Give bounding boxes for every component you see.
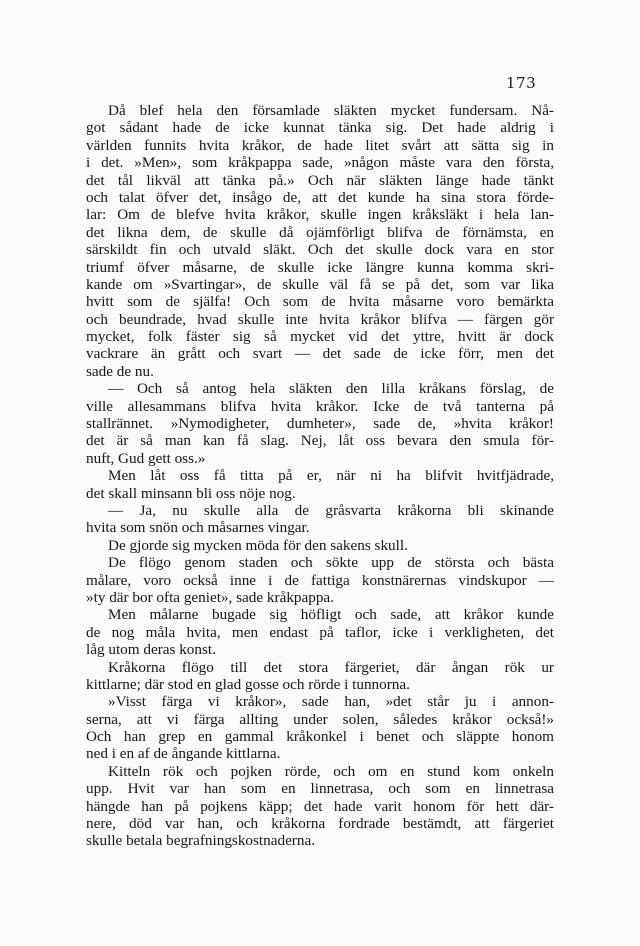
text-line: De flögo genom staden och sökte upp de största och bästa [108, 554, 554, 572]
text-line: mycket, folk fäster sig så mycket vid det yttre, hvitt är dock [86, 328, 554, 346]
text-line: det tål likväl att tänka på.» Och när släkten länge hade tänkt [86, 171, 554, 189]
text-line: kande om »Svartingar», de skulle väl få se på det, som var lika [86, 275, 554, 293]
text-line: ned i en af de ångande kittlarna. [86, 745, 281, 763]
text-line: särskildt fin och utvald släkt. Och det skulle dock vara en stor [86, 241, 554, 259]
text-line: och talat öfver det, insågo de, att det kunde ha sina stora förde- [86, 188, 554, 206]
text-line: skulle betala begrafningskostnaderna. [86, 832, 315, 850]
text-line: De gjorde sig mycken möda för den sakens skull. [108, 536, 408, 554]
text-line: nuft, Gud gett oss.» [86, 449, 206, 467]
paragraph [86, 502, 554, 537]
text-line: — Och så antog hela släkten den lilla kråkans förslag, de [108, 380, 554, 398]
text-line: hängde han på pojkens käpp; det hade varit honom för hett där- [86, 797, 554, 815]
text-line: Men låt oss få titta på er, när ni ha blifvit hvitfjädrade, [108, 467, 554, 485]
text-line: ville allesammans blifva hvita kråkor. Icke de två tanterna på [86, 397, 554, 415]
text-line: got sådant hade de icke kunnat tänka sig. Det hade aldrig i [86, 119, 554, 137]
paragraph [86, 606, 554, 658]
paragraph [86, 659, 554, 694]
text-line: Kitteln rök och pojken rörde, och om en stund kom onkeln [108, 762, 554, 780]
page-number: 173 [506, 74, 537, 92]
text-line: triumf öfver måsarne, de skulle icke längre kunna komma skri- [86, 258, 554, 276]
text-line: det likna dem, de skulle då ojämförligt blifva de förnämsta, en [86, 223, 554, 241]
text-line: Men målarne bugade sig höfligt och sade, att kråkor kunde [108, 606, 554, 624]
paragraph [86, 537, 554, 554]
paragraph [86, 467, 554, 502]
text-line: världen funnits hvita kråkor, de hade litet svårt att sätta sig in [86, 136, 554, 154]
text-line: Då blef hela den församlade släkten mycket fundersam. Nå- [108, 102, 554, 119]
text-line: det skall minsann bli oss nöje nog. [86, 484, 296, 502]
text-line: lar: Om de blefve hvita kråkor, skulle ingen kråksläkt i hela lan- [86, 206, 554, 224]
text-line: låg utom deras konst. [86, 641, 216, 659]
text-line: hvita som snön och måsarnes vingar. [86, 519, 310, 537]
paragraph [86, 554, 554, 606]
text-line: och beundrade, hvad skulle inte hvita kråkor blifva — färgen gör [86, 310, 554, 328]
text-line: det är så man kan få slag. Nej, låt oss bevara den smula för- [86, 432, 554, 450]
text-line: nere, död var han, och kråkorna fordrade bestämdt, att färgeriet [86, 815, 554, 833]
text-line: i det. »Men», som kråkpappa sade, »någon måste vara den första, [86, 154, 554, 172]
text-line: »ty där bor ofta geniet», sade kråkpappa. [86, 588, 334, 606]
text-line: kittlarne; där stod en glad gosse och rörde i tunnorna. [86, 675, 410, 693]
paragraph [86, 380, 554, 467]
text-line: sade de nu. [86, 362, 154, 380]
text-line: Och han grep en gammal kråkonkel i benet och släppte honom [86, 728, 554, 746]
text-line: upp. Hvit var han som en linnetrasa, och som en linnetrasa [86, 780, 554, 798]
text-line: de nog måla hvita, men endast på taflor, icke i verkligheten, det [86, 623, 554, 641]
paragraph [86, 693, 554, 763]
text-line: »Visst färga vi kråkor», sade han, »det står ju i annon- [108, 693, 554, 711]
text-line: Kråkorna flögo till det stora färgeriet, där ångan rök ur [108, 658, 554, 676]
text-line: — Ja, nu skulle alla de gråsvarta kråkorna bli skinande [108, 501, 554, 519]
text-line: stallrännet. »Nymodigheter, dumheter», sade de, »hvita kråkor! [86, 415, 554, 433]
text-line: serna, att vi färga allting under solen, således kråkor också!» [86, 710, 554, 728]
text-line: målare, voro också inne i de fattiga konstnärernas vindskupor — [86, 571, 554, 589]
text-line: hvitt som de själfa! Och som de hvita måsarne voro bemärkta [86, 293, 554, 311]
page-text [86, 102, 554, 850]
text-line: vackrare än grått och svart — det sade de icke förr, men det [86, 345, 554, 363]
paragraph [86, 102, 554, 380]
paragraph [86, 763, 554, 850]
